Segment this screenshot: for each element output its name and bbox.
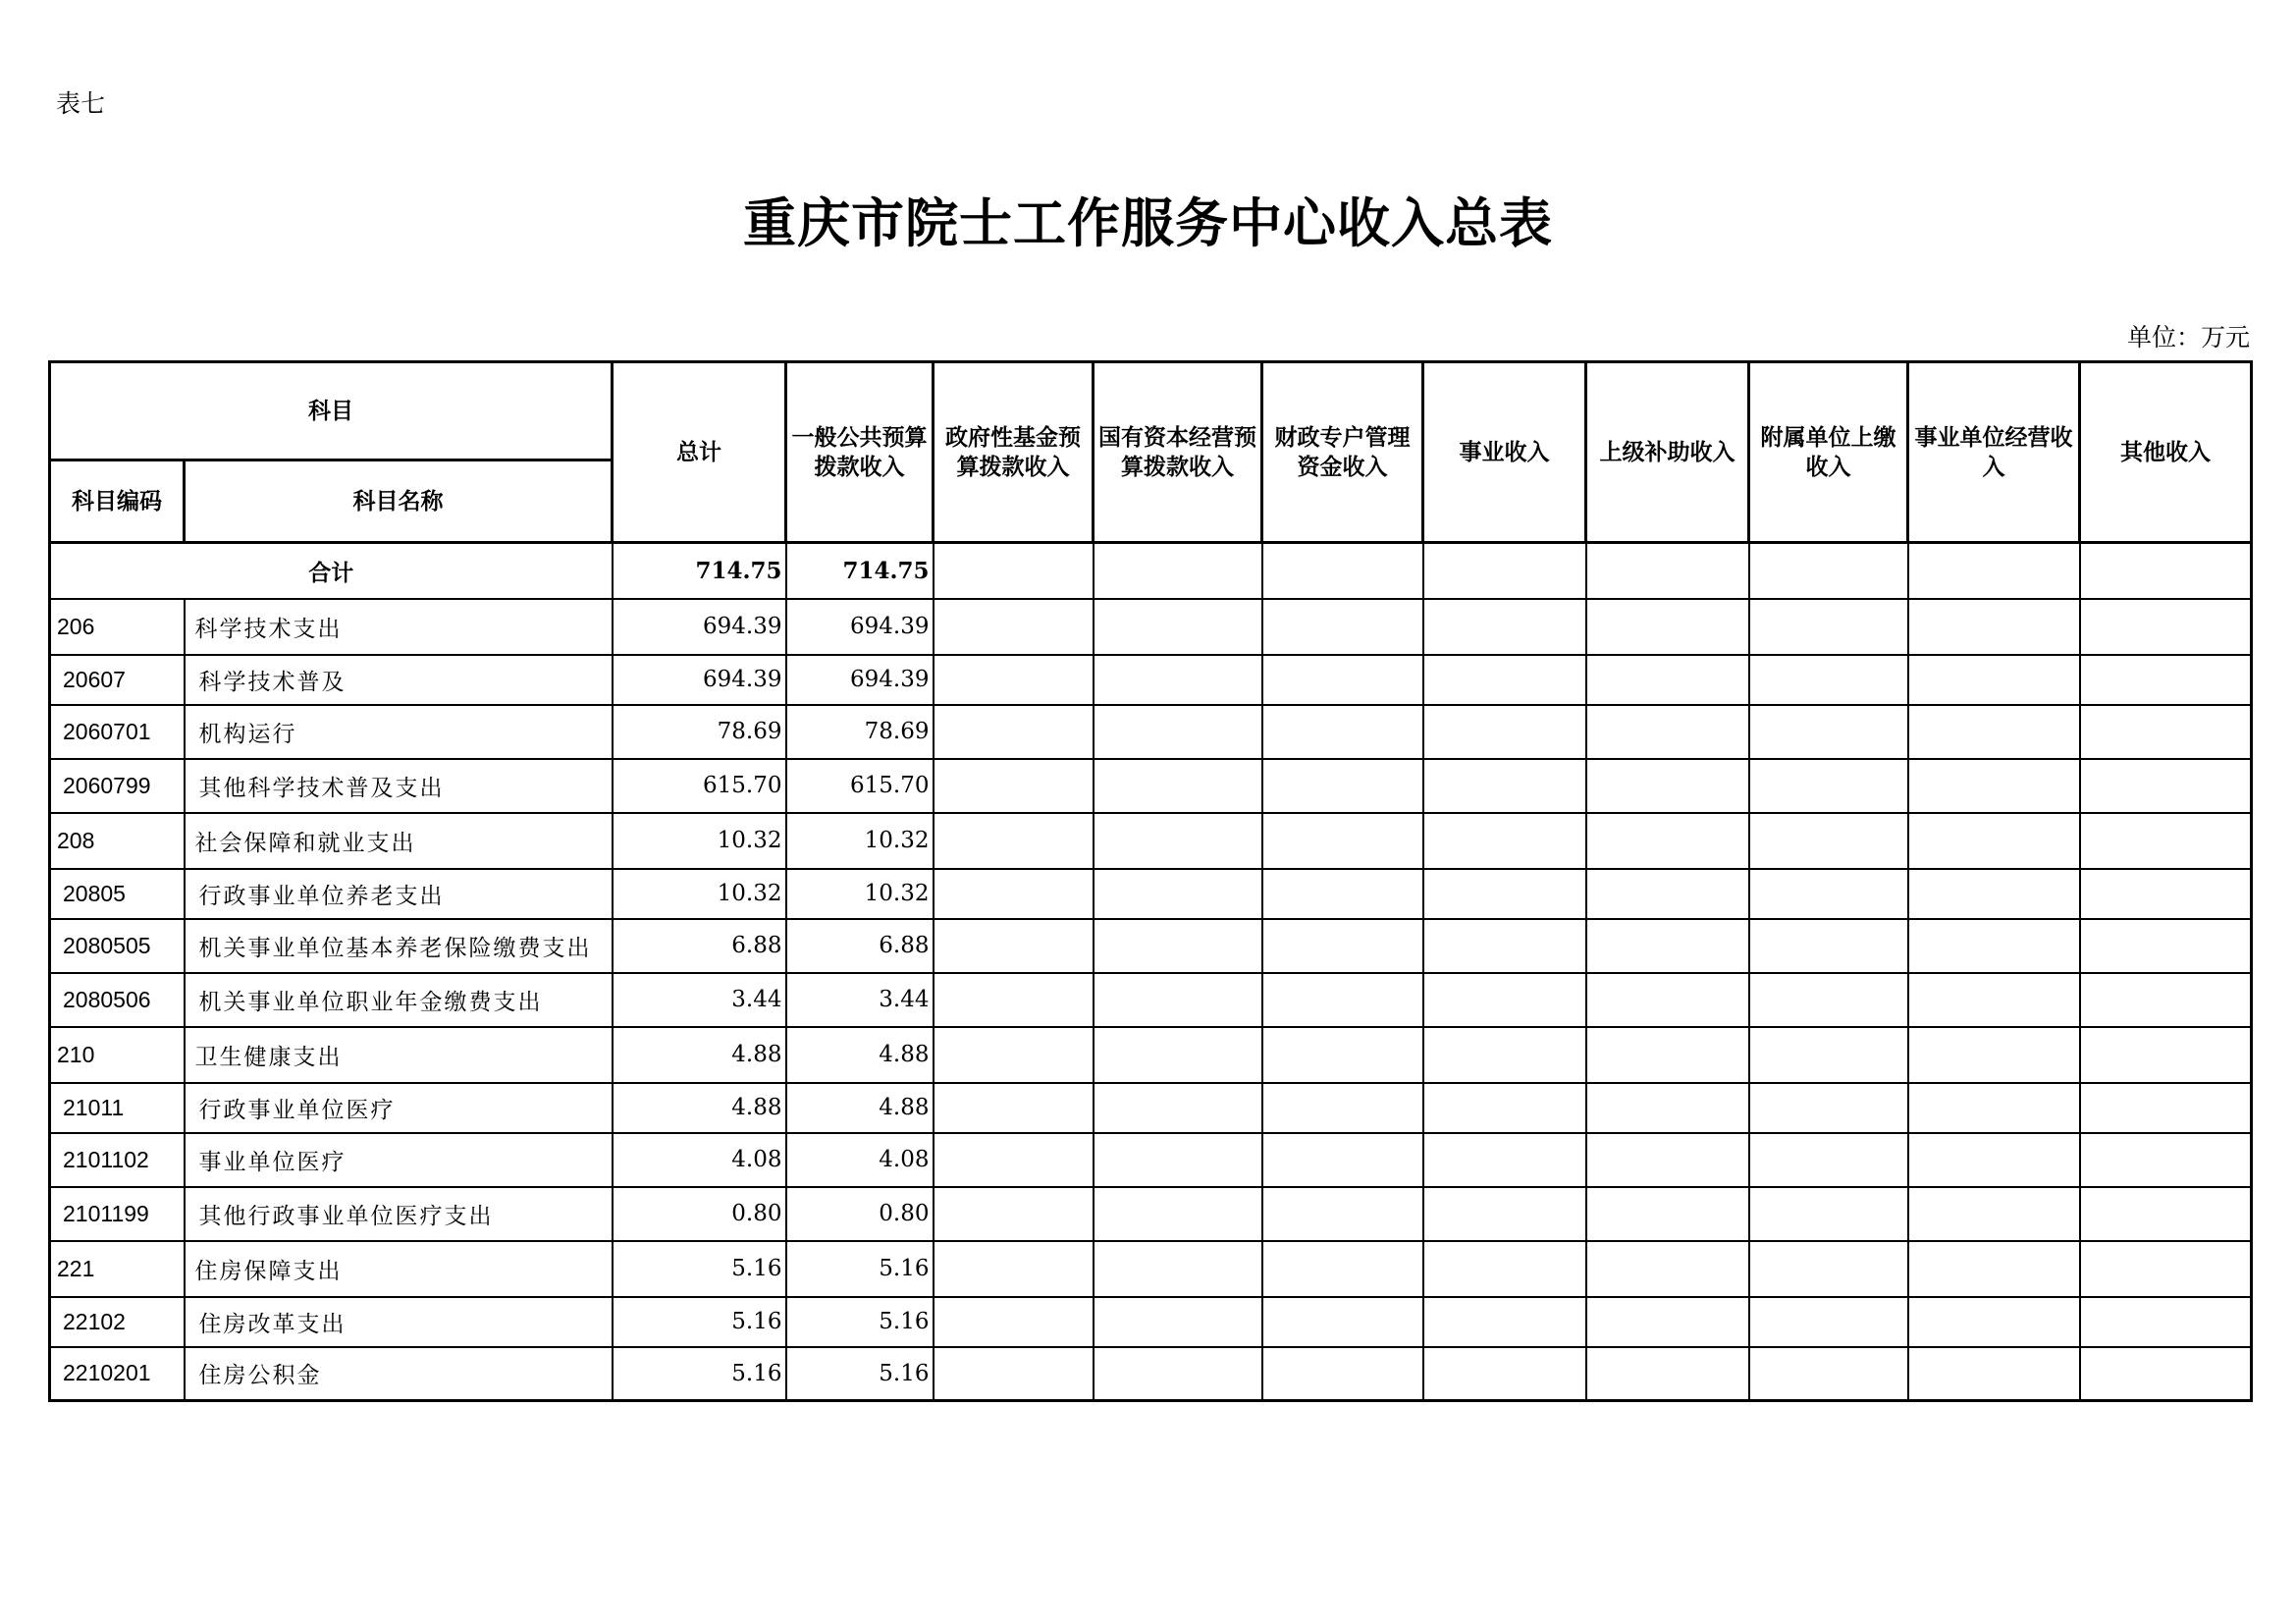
total-label: 合计 bbox=[50, 543, 613, 599]
cell bbox=[1094, 1133, 1262, 1187]
cell bbox=[2080, 1187, 2252, 1241]
cell: 5.16 bbox=[613, 1241, 786, 1297]
cell bbox=[934, 1297, 1094, 1347]
header-col: 上级补助收入 bbox=[1586, 362, 1749, 543]
cell: 694.39 bbox=[786, 655, 934, 705]
cell bbox=[1908, 543, 2080, 599]
cell: 5.16 bbox=[786, 1297, 934, 1347]
table-row bbox=[50, 1187, 2252, 1241]
cell bbox=[1749, 919, 1908, 973]
cell bbox=[1749, 869, 1908, 919]
cell bbox=[1094, 1347, 1262, 1401]
cell bbox=[934, 543, 1094, 599]
cell bbox=[1749, 705, 1908, 759]
cell: 10.32 bbox=[613, 813, 786, 869]
cell: 4.88 bbox=[613, 1027, 786, 1083]
cell bbox=[1586, 1083, 1749, 1133]
cell bbox=[1423, 869, 1586, 919]
row-name: 其他行政事业单位医疗支出 bbox=[185, 1187, 613, 1241]
row-code: 20607 bbox=[50, 655, 185, 705]
cell bbox=[1749, 813, 1908, 869]
cell bbox=[1749, 1133, 1908, 1187]
cell bbox=[1908, 973, 2080, 1027]
cell bbox=[1749, 1347, 1908, 1401]
cell: 5.16 bbox=[786, 1241, 934, 1297]
cell bbox=[1423, 1297, 1586, 1347]
cell bbox=[1908, 1027, 2080, 1083]
cell: 5.16 bbox=[786, 1347, 934, 1401]
cell bbox=[1586, 919, 1749, 973]
cell bbox=[2080, 869, 2252, 919]
header-col: 事业单位经营收入 bbox=[1908, 362, 2080, 543]
cell bbox=[2080, 543, 2252, 599]
cell bbox=[1423, 1347, 1586, 1401]
cell bbox=[1586, 1027, 1749, 1083]
cell bbox=[1094, 705, 1262, 759]
cell bbox=[2080, 1347, 2252, 1401]
cell bbox=[1094, 599, 1262, 655]
cell bbox=[934, 1241, 1094, 1297]
cell bbox=[934, 1027, 1094, 1083]
cell bbox=[2080, 759, 2252, 813]
cell bbox=[1262, 759, 1423, 813]
cell bbox=[1094, 919, 1262, 973]
page-title: 重庆市院士工作服务中心收入总表 bbox=[743, 191, 1553, 254]
cell bbox=[1908, 1347, 2080, 1401]
cell bbox=[1094, 1027, 1262, 1083]
cell bbox=[1262, 919, 1423, 973]
cell: 10.32 bbox=[786, 813, 934, 869]
cell bbox=[1094, 813, 1262, 869]
cell bbox=[1094, 973, 1262, 1027]
table-row bbox=[50, 1133, 2252, 1187]
cell bbox=[1423, 543, 1586, 599]
cell bbox=[1749, 1027, 1908, 1083]
cell bbox=[934, 599, 1094, 655]
cell: 5.16 bbox=[613, 1347, 786, 1401]
cell bbox=[1262, 1027, 1423, 1083]
cell bbox=[934, 869, 1094, 919]
cell bbox=[1423, 655, 1586, 705]
row-code: 206 bbox=[50, 599, 185, 655]
cell bbox=[1094, 1297, 1262, 1347]
row-name: 机构运行 bbox=[185, 705, 613, 759]
cell bbox=[934, 705, 1094, 759]
cell: 0.80 bbox=[613, 1187, 786, 1241]
cell: 3.44 bbox=[613, 973, 786, 1027]
cell: 694.39 bbox=[613, 655, 786, 705]
cell bbox=[2080, 1133, 2252, 1187]
unit-label: 单位：万元 bbox=[2126, 323, 2250, 352]
header-col: 总计 bbox=[613, 362, 786, 543]
row-name: 其他科学技术普及支出 bbox=[185, 759, 613, 813]
cell bbox=[1262, 1083, 1423, 1133]
table-row bbox=[50, 869, 2252, 919]
total-row bbox=[50, 543, 2252, 599]
row-name: 住房保障支出 bbox=[185, 1241, 613, 1297]
cell bbox=[1094, 869, 1262, 919]
cell: 615.70 bbox=[613, 759, 786, 813]
table-row bbox=[50, 1347, 2252, 1401]
cell: 78.69 bbox=[786, 705, 934, 759]
header-code: 科目编码 bbox=[50, 460, 185, 543]
row-code: 210 bbox=[50, 1027, 185, 1083]
header-col: 事业收入 bbox=[1423, 362, 1586, 543]
cell: 4.08 bbox=[786, 1133, 934, 1187]
cell bbox=[1586, 973, 1749, 1027]
cell bbox=[1262, 543, 1423, 599]
table-row bbox=[50, 813, 2252, 869]
row-name: 机关事业单位基本养老保险缴费支出 bbox=[185, 919, 613, 973]
cell bbox=[1586, 1187, 1749, 1241]
table-row bbox=[50, 973, 2252, 1027]
cell bbox=[1908, 813, 2080, 869]
cell bbox=[1908, 599, 2080, 655]
cell bbox=[934, 759, 1094, 813]
cell bbox=[1586, 1241, 1749, 1297]
row-name: 住房改革支出 bbox=[185, 1297, 613, 1347]
cell bbox=[1423, 1241, 1586, 1297]
table-row bbox=[50, 919, 2252, 973]
row-name: 卫生健康支出 bbox=[185, 1027, 613, 1083]
table-row bbox=[50, 599, 2252, 655]
cell bbox=[1908, 655, 2080, 705]
cell: 714.75 bbox=[613, 543, 786, 599]
cell: 6.88 bbox=[786, 919, 934, 973]
cell bbox=[934, 1083, 1094, 1133]
row-code: 2210201 bbox=[50, 1347, 185, 1401]
table-row bbox=[50, 1027, 2252, 1083]
header-col: 其他收入 bbox=[2080, 362, 2252, 543]
row-code: 2101102 bbox=[50, 1133, 185, 1187]
table-row bbox=[50, 655, 2252, 705]
cell bbox=[1423, 1083, 1586, 1133]
table-row bbox=[50, 1241, 2252, 1297]
row-code: 2080506 bbox=[50, 973, 185, 1027]
row-name: 机关事业单位职业年金缴费支出 bbox=[185, 973, 613, 1027]
row-code: 208 bbox=[50, 813, 185, 869]
cell: 10.32 bbox=[786, 869, 934, 919]
cell bbox=[1749, 599, 1908, 655]
cell bbox=[1749, 973, 1908, 1027]
header-subject: 科目 bbox=[50, 362, 613, 460]
cell bbox=[1586, 813, 1749, 869]
header-col: 一般公共预算拨款收入 bbox=[786, 362, 934, 543]
cell: 615.70 bbox=[786, 759, 934, 813]
row-code: 2060799 bbox=[50, 759, 185, 813]
row-code: 2080505 bbox=[50, 919, 185, 973]
header-col: 政府性基金预算拨款收入 bbox=[934, 362, 1094, 543]
row-name: 社会保障和就业支出 bbox=[185, 813, 613, 869]
cell bbox=[1908, 1133, 2080, 1187]
row-code: 2101199 bbox=[50, 1187, 185, 1241]
cell bbox=[2080, 1241, 2252, 1297]
cell bbox=[2080, 1083, 2252, 1133]
cell bbox=[1262, 869, 1423, 919]
row-code: 221 bbox=[50, 1241, 185, 1297]
row-name: 行政事业单位医疗 bbox=[185, 1083, 613, 1133]
header-name: 科目名称 bbox=[185, 460, 613, 543]
cell: 694.39 bbox=[786, 599, 934, 655]
cell bbox=[1749, 1083, 1908, 1133]
cell bbox=[934, 1187, 1094, 1241]
cell bbox=[1094, 543, 1262, 599]
cell bbox=[934, 1347, 1094, 1401]
cell bbox=[1586, 1347, 1749, 1401]
row-name: 事业单位医疗 bbox=[185, 1133, 613, 1187]
cell bbox=[1423, 705, 1586, 759]
cell bbox=[1262, 705, 1423, 759]
cell: 78.69 bbox=[613, 705, 786, 759]
cell bbox=[1423, 973, 1586, 1027]
cell bbox=[1908, 1187, 2080, 1241]
cell bbox=[1423, 1187, 1586, 1241]
row-name: 科学技术支出 bbox=[185, 599, 613, 655]
cell bbox=[1262, 1241, 1423, 1297]
cell bbox=[1423, 599, 1586, 655]
cell bbox=[1586, 599, 1749, 655]
cell: 3.44 bbox=[786, 973, 934, 1027]
row-code: 2060701 bbox=[50, 705, 185, 759]
cell bbox=[1423, 813, 1586, 869]
cell bbox=[1423, 759, 1586, 813]
cell bbox=[2080, 919, 2252, 973]
cell bbox=[1749, 655, 1908, 705]
cell bbox=[1749, 1297, 1908, 1347]
cell bbox=[1094, 1187, 1262, 1241]
cell bbox=[1262, 655, 1423, 705]
table-row bbox=[50, 1297, 2252, 1347]
cell: 10.32 bbox=[613, 869, 786, 919]
cell bbox=[1749, 1187, 1908, 1241]
cell bbox=[1908, 869, 2080, 919]
cell: 5.16 bbox=[613, 1297, 786, 1347]
cell bbox=[1908, 1083, 2080, 1133]
table-row bbox=[50, 1083, 2252, 1133]
row-name: 行政事业单位养老支出 bbox=[185, 869, 613, 919]
cell bbox=[1749, 1241, 1908, 1297]
cell: 4.88 bbox=[786, 1027, 934, 1083]
table-row bbox=[50, 705, 2252, 759]
cell bbox=[2080, 599, 2252, 655]
cell bbox=[1094, 1083, 1262, 1133]
cell: 4.88 bbox=[613, 1083, 786, 1133]
row-code: 21011 bbox=[50, 1083, 185, 1133]
row-name: 科学技术普及 bbox=[185, 655, 613, 705]
row-name: 住房公积金 bbox=[185, 1347, 613, 1401]
cell bbox=[1262, 973, 1423, 1027]
table-label: 表七 bbox=[56, 89, 106, 118]
cell bbox=[1586, 869, 1749, 919]
cell: 714.75 bbox=[786, 543, 934, 599]
header-col: 财政专户管理资金收入 bbox=[1262, 362, 1423, 543]
cell bbox=[1586, 655, 1749, 705]
cell bbox=[934, 1133, 1094, 1187]
cell bbox=[1262, 1347, 1423, 1401]
cell bbox=[1262, 813, 1423, 869]
cell bbox=[2080, 655, 2252, 705]
cell bbox=[1586, 543, 1749, 599]
row-code: 20805 bbox=[50, 869, 185, 919]
income-table bbox=[48, 360, 2253, 1402]
cell bbox=[2080, 705, 2252, 759]
cell bbox=[1586, 759, 1749, 813]
row-code: 22102 bbox=[50, 1297, 185, 1347]
cell bbox=[1423, 919, 1586, 973]
header-col: 附属单位上缴收入 bbox=[1749, 362, 1908, 543]
cell bbox=[1586, 1133, 1749, 1187]
cell bbox=[1586, 705, 1749, 759]
cell bbox=[934, 919, 1094, 973]
cell bbox=[934, 813, 1094, 869]
cell bbox=[934, 973, 1094, 1027]
cell bbox=[1262, 599, 1423, 655]
cell: 694.39 bbox=[613, 599, 786, 655]
cell: 4.88 bbox=[786, 1083, 934, 1133]
table-row bbox=[50, 759, 2252, 813]
cell bbox=[1423, 1027, 1586, 1083]
cell bbox=[2080, 813, 2252, 869]
cell bbox=[1908, 705, 2080, 759]
cell bbox=[1749, 543, 1908, 599]
cell bbox=[1908, 1241, 2080, 1297]
cell bbox=[1908, 1297, 2080, 1347]
cell bbox=[1262, 1297, 1423, 1347]
cell bbox=[1423, 1133, 1586, 1187]
cell bbox=[1094, 1241, 1262, 1297]
header-col: 国有资本经营预算拨款收入 bbox=[1094, 362, 1262, 543]
cell bbox=[2080, 1027, 2252, 1083]
cell bbox=[1262, 1187, 1423, 1241]
cell bbox=[2080, 973, 2252, 1027]
cell bbox=[1094, 759, 1262, 813]
cell: 6.88 bbox=[613, 919, 786, 973]
cell bbox=[1262, 1133, 1423, 1187]
cell bbox=[1749, 759, 1908, 813]
cell bbox=[1908, 919, 2080, 973]
cell bbox=[2080, 1297, 2252, 1347]
cell: 4.08 bbox=[613, 1133, 786, 1187]
cell bbox=[1094, 655, 1262, 705]
cell: 0.80 bbox=[786, 1187, 934, 1241]
cell bbox=[934, 655, 1094, 705]
cell bbox=[1586, 1297, 1749, 1347]
cell bbox=[1908, 759, 2080, 813]
